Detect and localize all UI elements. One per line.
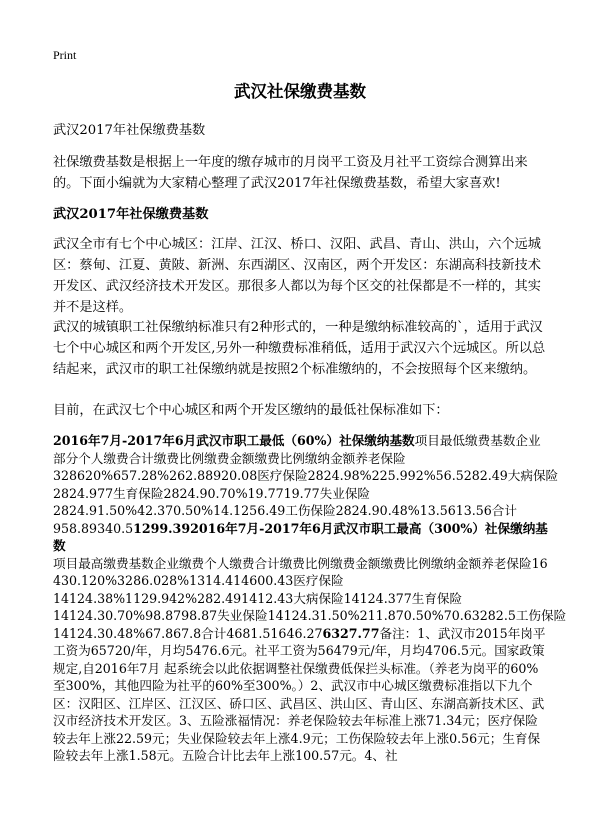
intro-heading: 武汉2017年社保缴费基数 [53, 123, 206, 138]
intro-paragraph: 社保缴费基数是根据上一年度的缴存城市的月岗平工资及月社平工资综合测算出来的。下面小编就为大家精心整理了武汉2017年社保缴费基数，希望大家喜欢! [53, 155, 528, 191]
paragraph-current: 目前，在武汉七个中心城区和两个开发区缴纳的最低社保标准如下： [53, 403, 449, 418]
table-total-value: 6327.77 [322, 625, 380, 641]
table-heading-maximum: 1299.392016年7月-2017年6月武汉市职工最高（300%）社保缴纳基数 [53, 520, 548, 553]
section-heading: 武汉2017年社保缴费基数 [53, 207, 209, 222]
table-row-maternity-unemployment: 2824.977生育保险2824.90.70%19.7719.77失业保险 [53, 485, 371, 501]
print-label: Print [53, 48, 77, 62]
social-insurance-table-block [53, 432, 567, 765]
page-title: 武汉社保缴费基数 [234, 82, 366, 101]
remarks-text: 备注：1、武汉市2015年岗平工资为65720/年，月均5476.6元。社平工资为56479元/年，月均4706.5元。国家政策规定,自2016年7月 起系统会以此依据调整社保缴费低保拦头标准。（养老为岗平的60%至300%，其他四险为社平的60%至300%。）2、武汉市中心城区缴费标准指以下九个区：汉阳区、江岸区、江汉区、硚口区、武昌区、洪山区、青山区、东湖高新技术区、武汉市经济技术开发区。3、五险涨福情况：养老保险较去年标准上涨71.34元；医疗保险较去年上涨22.59元；失业保险较去年上涨4.9元；工伤保险较去年上涨0.56元；生育保险较去年上涨1.58元。五险合计比去年上涨100.57元。4、社 [53, 625, 546, 763]
table-row-pension-medical: 328620%657.28%262.88920.08医疗保险2824.98%225.992%56.5282.49大病保险 [53, 468, 559, 483]
table-heading-minimum: 2016年7月-2017年6月武汉市职工最低（60%）社保缴纳基数 [53, 433, 415, 448]
table-row-unemployment-injury: 2824.91.50%42.370.50%14.1256.49工伤保险2824.90.48%13.5613.56合计 [53, 503, 517, 518]
paragraph-standards: 武汉的城镇职工社保缴纳标准只有2种形式的，一种是缴纳标准较高的`，适用于武汉七个中心城区和两个开发区,另外一种缴费标准稍低，适用于武汉六个远城区。所以总结起来，武汉市的职工社保缴纳就是按照2个标准缴纳的，不会按照每个区来缴纳。 [53, 320, 546, 377]
paragraph-districts: 武汉全市有七个中心城区：江岸、江汉、桥口、汉阳、武昌、青山、洪山，六个远城区：蔡甸、江夏、黄陂、新洲、东西湖区、汉南区，两个开发区：东湖高科技新技术开发区、武汉经济技术开发区。那很多人都以为每个区交的社保都是不一样的，其实并不是这样。 [53, 237, 541, 315]
table-row-medical-maternity: 14124.38%1129.942%282.491412.43大病保险14124.377生育保险 [53, 590, 463, 606]
table-row-maternity-injury: 14124.30.70%98.8798.87失业保险14124.31.50%211.870.50%70.63282.5工伤保险 [53, 608, 567, 623]
table-header-minimum: 项目最低缴费基数企业部分个人缴费合计缴费比例缴费金额缴费比例缴纳金额养老保险 [53, 433, 541, 466]
table-row-total: 958.89340.5 [53, 520, 134, 536]
table-header-maximum: 项目最高缴费基数企业缴费个人缴费合计缴费比例缴费金额缴费比例缴纳金额养老保险16430.120%3286.028%1314.414600.43医疗保险 [53, 555, 548, 588]
table-row-injury-total: 14124.30.48%67.867.8合计4681.51646.27 [53, 625, 323, 641]
